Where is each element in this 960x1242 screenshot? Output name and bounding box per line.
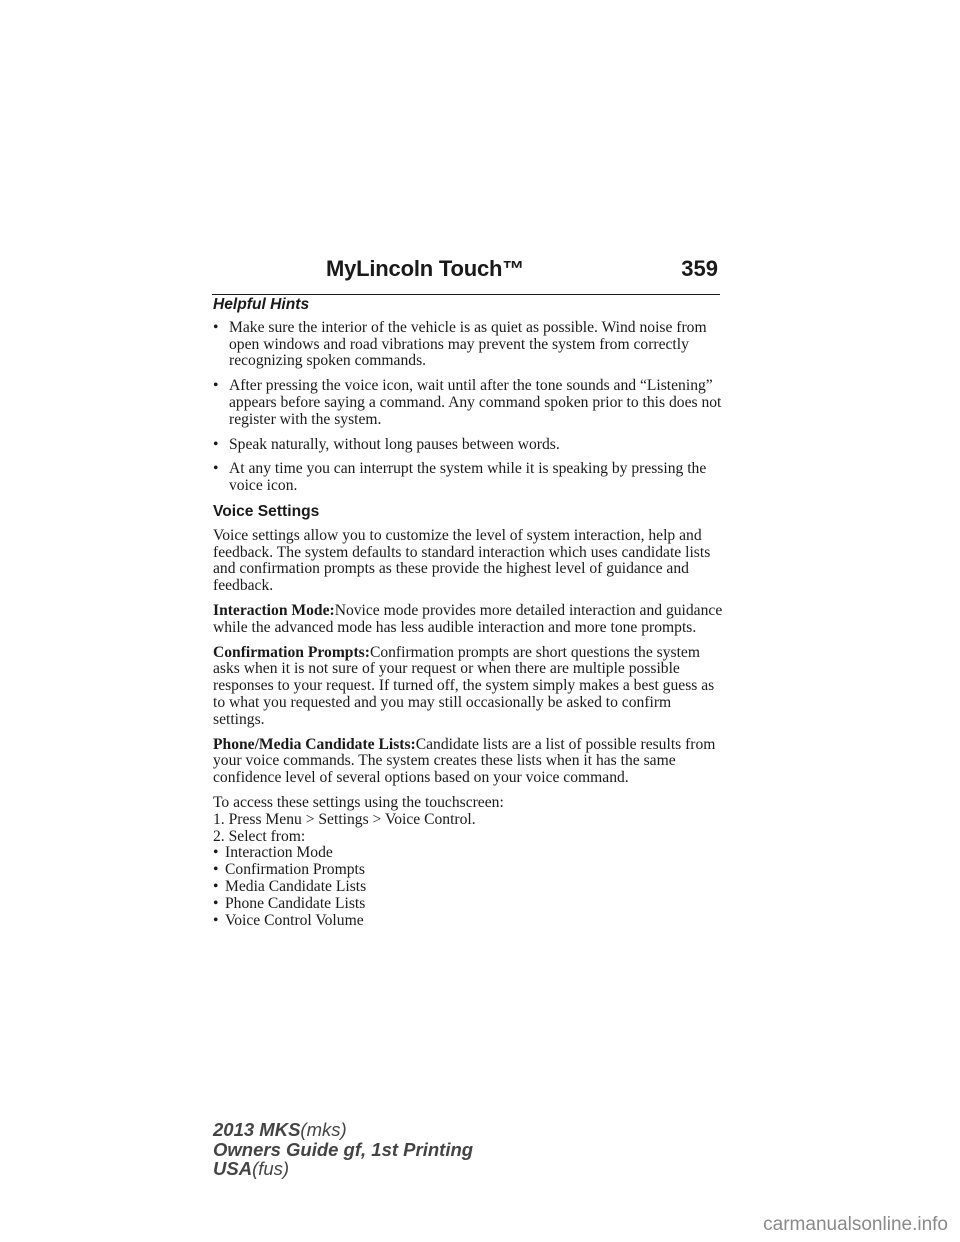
watermark: carmanualsonline.info [763,1214,948,1235]
option-item [213,913,725,930]
setting-text: Confirmation prompts are short questions the system asks when it is not sure of your request or when there are multiple possible responses to your request. If turned off, the system simply makes a best guess as to what you requested and you may still occasionally be asked to confirm settings. [213,643,715,728]
page-content [213,297,725,929]
setting-description [213,737,725,787]
bullet-icon: • [213,318,219,336]
setting-label: Interaction Mode: [213,601,335,619]
access-intro: To access these settings using the touchscreen: [213,793,504,811]
list-item-text: Make sure the interior of the vehicle is as quiet as possible. Wind noise from open windows and road vibrations may prevent the system from correctly recognizing spoken commands. [229,318,707,370]
footer-guide: Owners Guide gf, 1st Printing [213,1138,474,1160]
bullet-icon: • [213,460,219,478]
list-item-text: Speak naturally, without long pauses between words. [229,435,560,453]
page-number: 359 [681,256,718,281]
list-item [213,378,725,428]
setting-text: Novice mode provides more detailed interaction and guidance while the advanced mode has less audible interaction and more tone prompts. [213,601,723,636]
list-item-text: At any time you can interrupt the system while it is speaking by pressing the voice icon. [229,460,707,495]
footer-model: 2013 MKS [213,1119,301,1140]
voice-settings-intro: Voice settings allow you to customize the level of system interaction, help and feedback. The system defaults to standard interaction which uses candidate lists and confirmation prompts as these provide the highest level of guidance and feedback. [213,526,711,595]
list-item [213,437,725,454]
bullet-icon: • [213,377,219,395]
option-item [213,896,725,913]
step-item: 1. Press Menu > Settings > Voice Control. [213,810,476,828]
document-footer [213,1120,473,1179]
page-header [212,256,720,295]
list-item [213,320,725,370]
footer-line [213,1120,473,1140]
option-text: Phone Candidate Lists [225,894,366,912]
bullet-icon: • [213,435,219,453]
helpful-hints-list [213,320,725,495]
setting-text: Candidate lists are a list of possible results from your voice commands. The system creates these lists when it has the same confidence level of several options based on your voice command. [213,735,716,787]
option-item [213,845,725,862]
list-item-text: After pressing the voice icon, wait until after the tone sounds and “Listening” appears before saying a command. Any command spoken prior to this does not register with the system. [229,377,722,428]
setting-label: Phone/Media Candidate Lists: [213,735,416,753]
bullet-icon: • [213,911,219,929]
setting-label: Confirmation Prompts: [213,643,370,661]
option-text: Voice Control Volume [225,911,364,929]
option-text: Confirmation Prompts [225,861,365,879]
list-item [213,461,725,495]
footer-market: USA [213,1158,253,1179]
section-heading-voice-settings: Voice Settings [213,502,320,520]
bullet-icon: • [213,861,219,879]
footer-line [213,1159,473,1179]
option-text: Interaction Mode [225,844,333,862]
chapter-title: MyLincoln Touch™ [326,256,525,281]
bullet-icon: • [213,844,219,862]
bullet-icon: • [213,894,219,912]
setting-description [213,645,725,729]
footer-market-code: (fus) [252,1158,290,1179]
option-item [213,879,725,896]
footer-model-code: (mks) [300,1119,347,1140]
option-item [213,862,725,879]
section-heading-helpful-hints: Helpful Hints [213,296,310,313]
option-text: Media Candidate Lists [225,877,367,895]
step-item: 2. Select from: [213,827,306,845]
bullet-icon: • [213,877,219,895]
setting-description [213,603,725,637]
